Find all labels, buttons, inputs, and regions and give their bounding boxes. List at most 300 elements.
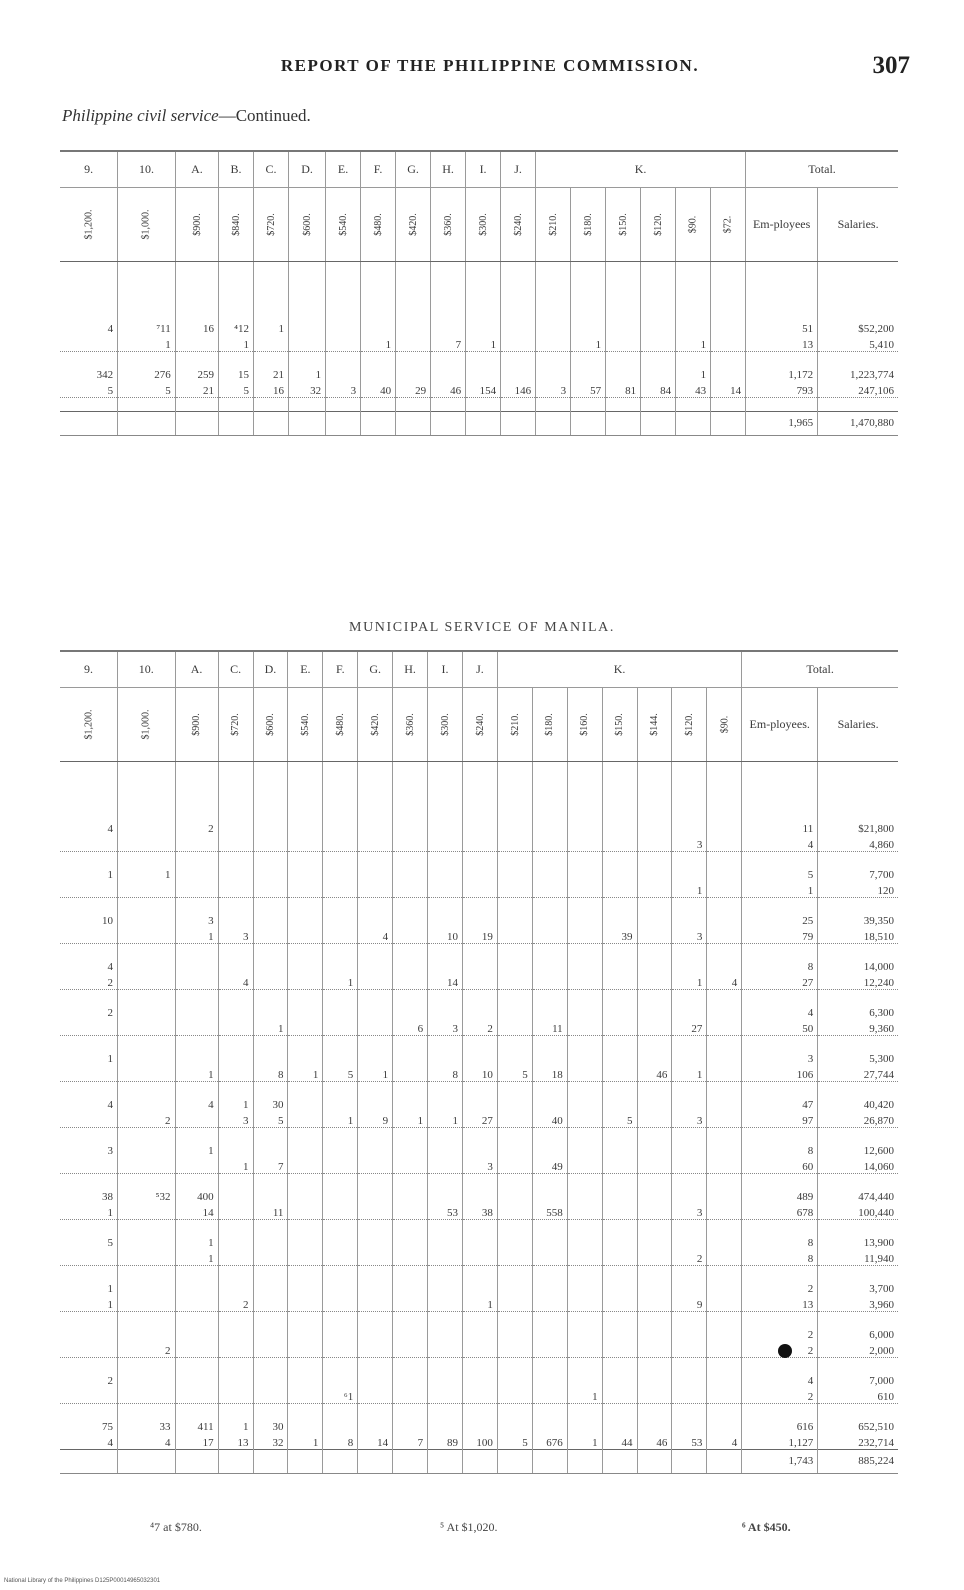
spacer-cell [707, 897, 742, 911]
spacer-cell [175, 397, 218, 411]
count-cell: 11 [253, 1203, 288, 1219]
count-cell [497, 1387, 532, 1403]
count-cell [637, 1019, 672, 1035]
employees-cell: 11 [742, 819, 818, 835]
count-cell: 3 [218, 1111, 253, 1127]
count-cell [60, 1387, 118, 1403]
count-cell [497, 1003, 532, 1019]
spacer-cell [501, 397, 536, 411]
grand-total-row [60, 1449, 898, 1473]
count-cell [288, 1157, 323, 1173]
spacer-cell [218, 761, 253, 819]
count-cell [637, 1341, 672, 1357]
spacer-cell [462, 1403, 497, 1417]
spacer-cell [637, 1081, 672, 1095]
count-cell: 3 [672, 1203, 707, 1219]
salaries-cell: 7,700 [818, 865, 898, 881]
rate-label: $540. [337, 212, 349, 236]
spacer-cell [672, 1311, 707, 1325]
spacer-cell [326, 261, 361, 319]
empty-cell [536, 411, 571, 435]
salaries-cell: 1,223,774 [818, 365, 898, 381]
rate-label: $420. [369, 712, 381, 736]
count-cell [462, 973, 497, 989]
spacer-cell [637, 1265, 672, 1279]
spacer-cell [532, 897, 567, 911]
spacer-cell [672, 943, 707, 957]
rate-header [60, 187, 118, 261]
count-cell: 400 [175, 1187, 218, 1203]
count-cell: 3 [218, 927, 253, 943]
spacer-cell [818, 351, 898, 365]
count-cell: 2 [60, 973, 118, 989]
table-row [60, 1417, 898, 1433]
count-cell [567, 957, 602, 973]
spacer-cell [358, 1265, 393, 1279]
spacer-cell [253, 989, 288, 1003]
count-cell [254, 335, 289, 351]
manila-service-table [60, 650, 898, 1474]
count-cell [393, 1095, 428, 1111]
spacer-cell [567, 1403, 602, 1417]
count-cell [571, 365, 606, 381]
rate-header [428, 687, 463, 761]
table-row [60, 381, 898, 397]
spacer-cell [254, 351, 289, 365]
salaries-cell: 12,240 [818, 973, 898, 989]
column-letter: E. [326, 151, 361, 187]
count-cell: 3 [175, 911, 218, 927]
grand-total-salaries: 885,224 [818, 1449, 898, 1473]
count-cell [462, 1095, 497, 1111]
count-cell [118, 1049, 176, 1065]
employees-cell: 8 [742, 1233, 818, 1249]
spacer-cell [497, 1265, 532, 1279]
spacer-cell [676, 351, 711, 365]
count-cell [393, 1371, 428, 1387]
count-cell: 1 [323, 1111, 358, 1127]
spacer-cell [742, 1357, 818, 1371]
count-cell [567, 1095, 602, 1111]
count-cell [462, 1049, 497, 1065]
rate-label: $210. [547, 212, 559, 236]
footnote-6: ⁶ At $450. [742, 1520, 791, 1534]
employees-cell: 2 [742, 1279, 818, 1295]
count-cell [602, 1295, 637, 1311]
count-cell: 43 [676, 381, 711, 397]
spacer-cell [742, 851, 818, 865]
empty-cell [393, 1449, 428, 1473]
count-cell [672, 911, 707, 927]
count-cell [672, 819, 707, 835]
rate-header [431, 187, 466, 261]
count-cell: 4 [707, 973, 742, 989]
count-cell: 11 [532, 1019, 567, 1035]
empty-cell [532, 1449, 567, 1473]
rate-header [219, 187, 254, 261]
count-cell [393, 1279, 428, 1295]
count-cell [428, 1187, 463, 1203]
count-cell [358, 1157, 393, 1173]
count-cell [602, 1233, 637, 1249]
count-cell [567, 1157, 602, 1173]
count-cell [428, 1387, 463, 1403]
count-cell [567, 1233, 602, 1249]
spacer-cell [60, 1081, 118, 1095]
count-cell [637, 1295, 672, 1311]
spacer-cell [532, 943, 567, 957]
count-cell [396, 365, 431, 381]
count-cell: 5 [107, 1237, 113, 1249]
count-cell [567, 1203, 602, 1219]
count-cell: 4 [218, 973, 253, 989]
running-title: REPORT OF THE PHILIPPINE COMMISSION. [280, 56, 700, 75]
rate-header [393, 687, 428, 761]
count-cell [532, 957, 567, 973]
grand-total-row [60, 411, 898, 435]
count-cell: 4 [107, 961, 113, 973]
count-cell [323, 1157, 358, 1173]
table-row [60, 1341, 898, 1357]
spacer-cell [393, 1357, 428, 1371]
spacer-cell [323, 897, 358, 911]
count-cell [567, 1325, 602, 1341]
total-header: Total. [742, 651, 898, 687]
spacer-cell [218, 989, 253, 1003]
spacer-cell [637, 1035, 672, 1049]
count-cell: 1 [218, 1095, 253, 1111]
count-cell [428, 1249, 463, 1265]
employees-cell: 47 [742, 1095, 818, 1111]
count-cell [602, 1049, 637, 1065]
count-cell [672, 1279, 707, 1295]
empty-cell [358, 1449, 393, 1473]
count-cell [532, 973, 567, 989]
rate-label: $160. [579, 712, 591, 736]
spacer-cell [742, 1127, 818, 1141]
rate-label: $360. [404, 712, 416, 736]
count-cell [672, 1141, 707, 1157]
count-cell [497, 957, 532, 973]
column-letter: F. [323, 651, 358, 687]
count-cell [707, 1233, 742, 1249]
spacer-cell [254, 261, 289, 319]
count-cell [118, 1325, 176, 1341]
count-cell: 1 [253, 1019, 288, 1035]
count-cell [358, 1387, 393, 1403]
count-cell: 1 [118, 865, 176, 881]
count-cell [637, 1111, 672, 1127]
count-cell [358, 1279, 393, 1295]
count-cell [602, 973, 637, 989]
count-cell [602, 1157, 637, 1173]
count-cell [323, 835, 358, 851]
spacer-cell [497, 851, 532, 865]
spacer-cell [532, 761, 567, 819]
spacer-cell [288, 1219, 323, 1233]
count-cell [358, 1233, 393, 1249]
rate-label: $1,200. [83, 209, 95, 239]
spacer-cell [602, 1219, 637, 1233]
spacer-cell [393, 761, 428, 819]
spacer-cell [497, 1403, 532, 1417]
footnote-5: ⁵ At $1,020. [440, 1520, 498, 1534]
spacer-cell [672, 897, 707, 911]
spacer-cell [818, 851, 898, 865]
count-cell [497, 973, 532, 989]
count-cell [711, 319, 746, 335]
spacer-cell [118, 851, 176, 865]
spacer-cell [60, 1357, 118, 1371]
rate-header [60, 687, 118, 761]
spacer-cell [323, 1035, 358, 1049]
spacer-cell [288, 1311, 323, 1325]
spacer-cell [711, 397, 746, 411]
spacer-cell [288, 897, 323, 911]
count-cell [288, 973, 323, 989]
count-cell [118, 1095, 176, 1111]
count-cell [602, 1325, 637, 1341]
count-cell: 342 [96, 369, 114, 381]
employees-cell: 2 [742, 1387, 818, 1403]
count-cell [462, 1249, 497, 1265]
count-cell [253, 819, 288, 835]
count-cell: 1 [358, 1065, 393, 1081]
rate-label: $900. [191, 212, 203, 236]
empty-cell [175, 1449, 218, 1473]
count-cell [218, 911, 253, 927]
count-cell [462, 819, 497, 835]
empty-cell [118, 411, 176, 435]
count-cell [637, 1203, 672, 1219]
count-cell: 3 [462, 1157, 497, 1173]
spacer-cell [253, 1081, 288, 1095]
spacer-cell [323, 1081, 358, 1095]
count-cell [567, 1049, 602, 1065]
count-cell: 5 [60, 381, 118, 397]
count-cell [118, 1141, 176, 1157]
count-cell [393, 973, 428, 989]
count-cell [118, 957, 176, 973]
count-cell [288, 1203, 323, 1219]
spacer-cell [742, 1403, 818, 1417]
spacer-cell [175, 1127, 218, 1141]
spacer-cell [497, 897, 532, 911]
count-cell [288, 1141, 323, 1157]
spacer-cell [497, 1311, 532, 1325]
spacer-cell [175, 1403, 218, 1417]
count-cell [602, 1095, 637, 1111]
count-cell [567, 973, 602, 989]
count-cell [393, 881, 428, 897]
spacer-cell [253, 1265, 288, 1279]
count-cell: 30 [253, 1417, 288, 1433]
count-cell [323, 1003, 358, 1019]
count-cell [323, 881, 358, 897]
employees-cell: 25 [742, 911, 818, 927]
count-cell: 89 [428, 1433, 463, 1449]
count-cell [358, 1417, 393, 1433]
count-cell [567, 881, 602, 897]
salaries-cell: $21,800 [818, 819, 898, 835]
table-row [60, 973, 898, 989]
count-cell [253, 973, 288, 989]
spacer-cell [637, 989, 672, 1003]
count-cell [431, 319, 466, 335]
column-letter: C. [218, 651, 253, 687]
count-cell [218, 1371, 253, 1387]
count-cell [707, 1065, 742, 1081]
rate-label: $600. [301, 212, 313, 236]
count-cell: 6 [393, 1019, 428, 1035]
table-row [60, 1049, 898, 1065]
count-cell: 1 [60, 1295, 118, 1311]
spacer-cell [602, 1173, 637, 1187]
employees-cell: 51 [746, 319, 818, 335]
count-cell: 49 [532, 1157, 567, 1173]
column-letter: H. [393, 651, 428, 687]
count-cell [60, 1157, 118, 1173]
spacer-cell [707, 1035, 742, 1049]
count-cell [711, 335, 746, 351]
spacer-cell [428, 1311, 463, 1325]
count-cell [532, 927, 567, 943]
count-cell [637, 819, 672, 835]
count-cell: 1 [676, 365, 711, 381]
spacer-cell [602, 1081, 637, 1095]
spacer-cell [358, 761, 393, 819]
spacer-cell [672, 989, 707, 1003]
count-cell: 5 [253, 1111, 288, 1127]
spacer-cell [818, 989, 898, 1003]
count-cell: 1 [672, 1065, 707, 1081]
spacer-cell [602, 989, 637, 1003]
spacer-cell [707, 1357, 742, 1371]
count-cell [218, 1279, 253, 1295]
spacer-cell [358, 1357, 393, 1371]
count-cell [707, 1003, 742, 1019]
rate-label: $144. [648, 712, 660, 736]
table-row [60, 1095, 898, 1111]
count-cell: 3 [428, 1019, 463, 1035]
salaries-cell: 5,300 [818, 1049, 898, 1065]
employees-cell: 106 [742, 1065, 818, 1081]
count-cell [218, 881, 253, 897]
spacer-cell [637, 1311, 672, 1325]
spacer-cell [602, 1035, 637, 1049]
count-cell [602, 1203, 637, 1219]
spacer-cell [253, 1035, 288, 1049]
spacer-cell [393, 1311, 428, 1325]
count-cell [358, 1341, 393, 1357]
count-cell [361, 365, 396, 381]
spacer-cell [462, 851, 497, 865]
spacer-cell [323, 943, 358, 957]
spacer-cell [175, 761, 218, 819]
count-cell [672, 1003, 707, 1019]
count-cell [253, 1341, 288, 1357]
count-cell [466, 319, 501, 335]
spacer-cell [462, 1035, 497, 1049]
count-cell [462, 1003, 497, 1019]
count-cell [288, 865, 323, 881]
spacer-cell [218, 1219, 253, 1233]
count-cell: 27 [672, 1019, 707, 1035]
rate-header [606, 187, 641, 261]
rate-label: $540. [299, 712, 311, 736]
spacer-cell [175, 1173, 218, 1187]
count-cell: 5 [602, 1111, 637, 1127]
salaries-cell: 5,410 [818, 335, 898, 351]
count-cell: 81 [606, 381, 641, 397]
rate-label: $72. [722, 215, 734, 233]
count-cell [462, 957, 497, 973]
spacer-cell [606, 351, 641, 365]
count-cell [288, 1095, 323, 1111]
spacer-cell [396, 261, 431, 319]
count-cell [288, 1325, 323, 1341]
letter-header-row [60, 151, 898, 187]
rate-label: $720. [265, 212, 277, 236]
count-cell [288, 1049, 323, 1065]
count-cell [323, 1019, 358, 1035]
empty-cell [431, 411, 466, 435]
table-row [60, 1157, 898, 1173]
count-cell [602, 1279, 637, 1295]
count-cell [532, 911, 567, 927]
count-cell [358, 1203, 393, 1219]
rate-label: $180. [582, 212, 594, 236]
count-cell [393, 1203, 428, 1219]
count-cell [428, 1157, 463, 1173]
count-cell [497, 1095, 532, 1111]
count-cell [323, 1295, 358, 1311]
table-row [60, 1187, 898, 1203]
employees-cell: 97 [742, 1111, 818, 1127]
count-cell: 4 [707, 1433, 742, 1449]
count-cell [288, 927, 323, 943]
rate-label: $120. [683, 712, 695, 736]
table-row [60, 819, 898, 835]
empty-cell [707, 1449, 742, 1473]
rate-header [175, 187, 218, 261]
spacer-cell [118, 1127, 176, 1141]
count-cell: 32 [289, 381, 326, 397]
count-cell [175, 1295, 218, 1311]
count-cell [672, 1157, 707, 1173]
spacer-cell [462, 1219, 497, 1233]
count-cell: 4 [175, 1095, 218, 1111]
spacer-cell [532, 1035, 567, 1049]
count-cell [118, 1203, 176, 1219]
spacer-cell [254, 397, 289, 411]
count-cell [323, 1325, 358, 1341]
count-cell [358, 1295, 393, 1311]
spacer-cell [396, 397, 431, 411]
spacer-cell [818, 943, 898, 957]
count-cell: 1 [466, 335, 501, 351]
spacer-cell [393, 1403, 428, 1417]
spacer-cell [672, 1219, 707, 1233]
column-letter: D. [289, 151, 326, 187]
count-cell [218, 1141, 253, 1157]
rate-label: $420. [407, 212, 419, 236]
spacer-cell [60, 1127, 118, 1141]
column-letter: 10. [118, 151, 176, 187]
spacer-cell [393, 989, 428, 1003]
count-cell: 16 [254, 381, 289, 397]
spacer-cell [60, 1403, 118, 1417]
